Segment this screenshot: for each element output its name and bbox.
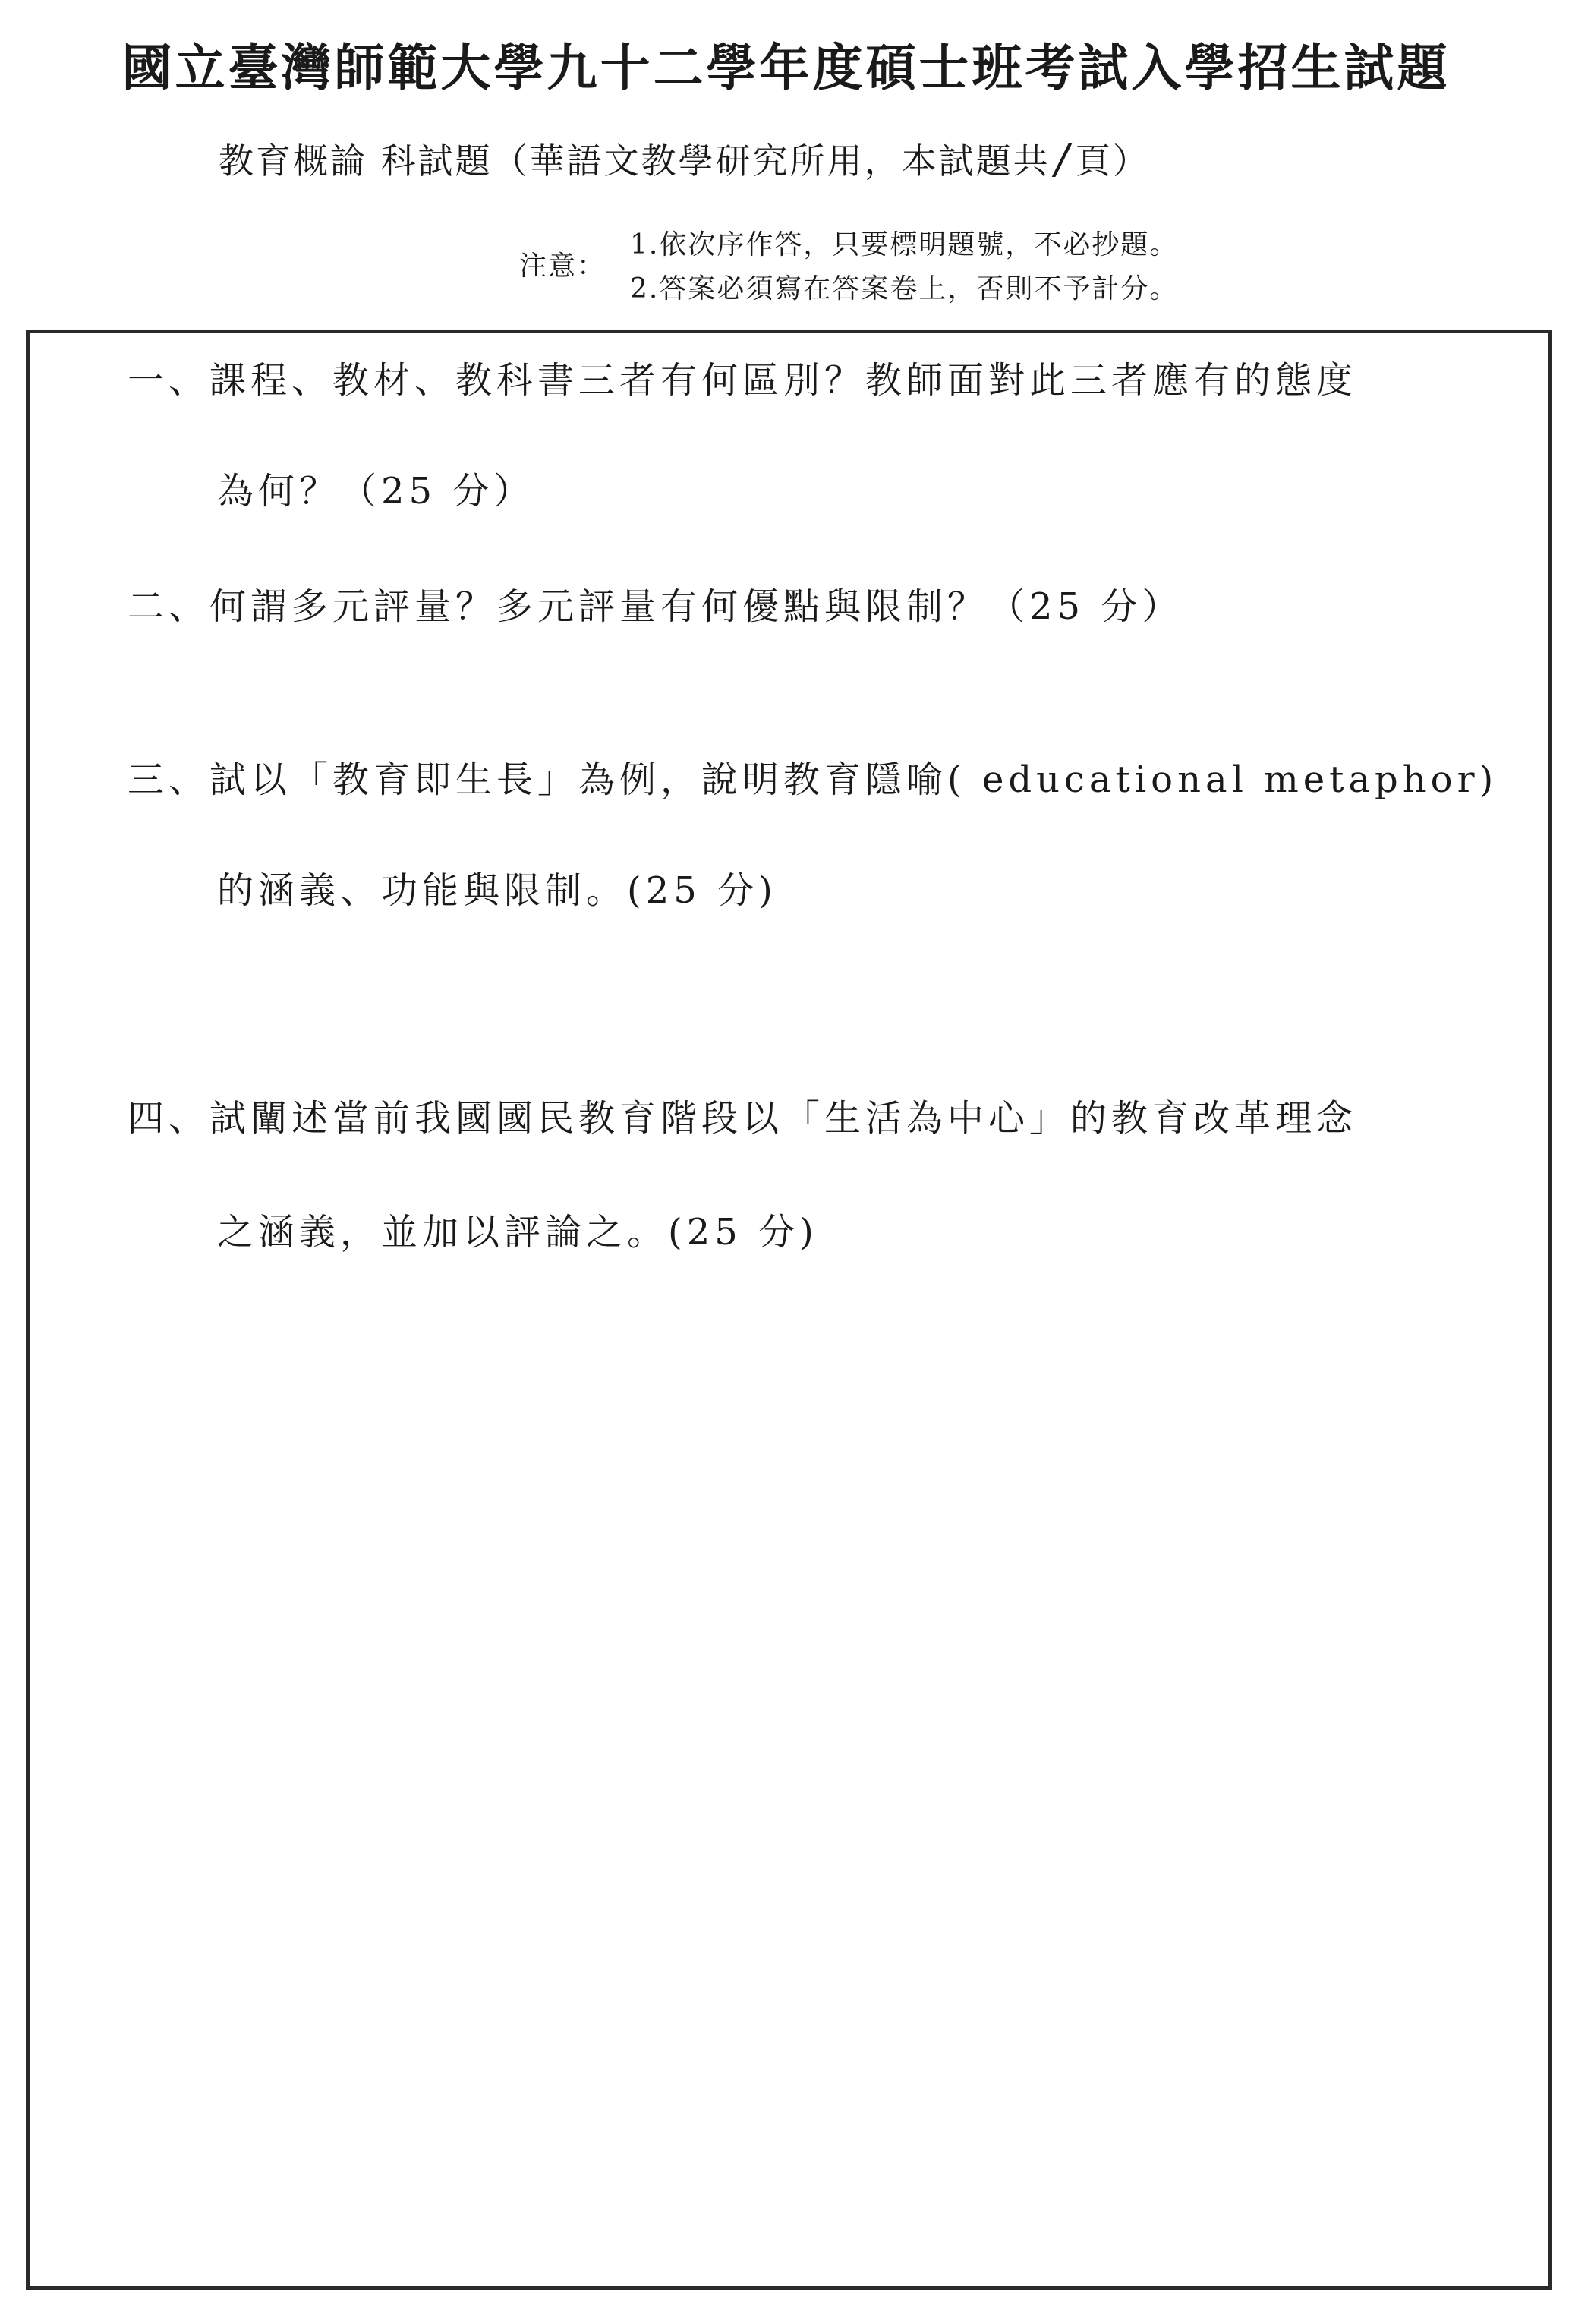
notice-item-1: 1.依次序作答，只要標明題號，不必抄題。 xyxy=(630,229,1179,260)
notice-label: 注意： xyxy=(519,251,606,282)
subtitle-text: 教育概論 科試題（華語文教學研究所用，本試題共 xyxy=(219,140,1051,181)
question-4-line-2: 之涵義，並加以評論之。(25 分) xyxy=(217,1211,818,1253)
question-1-line-2: 為何？（25 分） xyxy=(217,470,535,512)
notice-item-2: 2.答案必須寫在答案卷上，否則不予計分。 xyxy=(630,273,1179,304)
question-3-line-1: 三、試以「教育即生長」為例，說明教育隱喻( educational metaphor) xyxy=(128,758,1498,801)
question-3-line-2: 的涵義、功能與限制。(25 分) xyxy=(217,869,777,912)
question-1-line-1: 一、課程、教材、教科書三者有何區別？教師面對此三者應有的態度 xyxy=(128,359,1358,402)
question-2-line-1: 二、何謂多元評量？多元評量有何優點與限制？（25 分） xyxy=(128,585,1183,628)
question-4-line-1: 四、試闡述當前我國國民教育階段以「生活為中心」的教育改革理念 xyxy=(128,1097,1358,1140)
page-count: / xyxy=(1054,135,1071,183)
subtitle-end: 頁） xyxy=(1075,140,1150,181)
exam-subtitle xyxy=(219,134,1150,184)
exam-title: 國立臺灣師範大學九十二學年度碩士班考試入學招生試題 xyxy=(121,38,1451,97)
